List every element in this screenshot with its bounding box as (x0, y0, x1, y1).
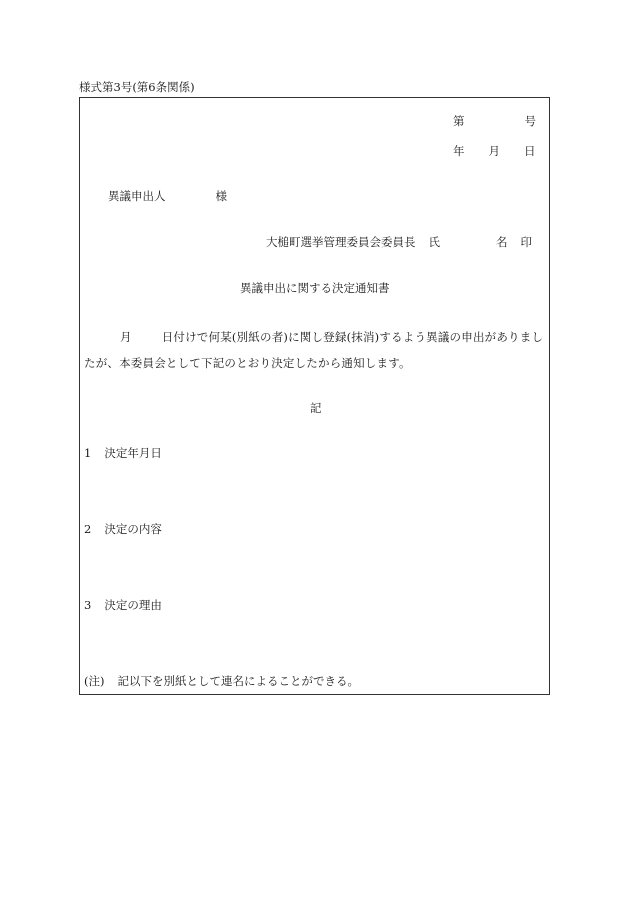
document-title: 異議申出に関する決定通知書 (240, 281, 390, 295)
ki-heading: 記 (310, 401, 322, 415)
number-prefix: 第 (453, 114, 465, 128)
note-text: 記以下を別紙として連名によることができる。 (117, 674, 359, 688)
number-line (453, 116, 536, 128)
body-line-1: 日付けで何某(別紙の者)に関し登録(抹消)するよう異議の申出がありまし (161, 330, 544, 344)
item-decision-reason (84, 600, 162, 612)
item-label: 決定年月日 (104, 446, 162, 460)
note-tag: (注) (84, 674, 105, 688)
body-paragraph (84, 324, 546, 376)
item-label: 決定の理由 (104, 598, 162, 612)
date-year: 年 (453, 144, 465, 158)
item-number: 1 (84, 446, 92, 460)
sender-name-mei: 名 (496, 235, 508, 249)
sender-line (266, 237, 532, 249)
body-line-2: たが、本委員会として下記のとおり決定したから通知します。 (84, 356, 411, 370)
body-month: 月 (120, 330, 132, 344)
date-day: 日 (524, 144, 536, 158)
sender-org: 大槌町選挙管理委員会委員長 (266, 235, 416, 249)
item-decision-content (84, 524, 162, 536)
date-line (453, 146, 536, 158)
sender-name-shi: 氏 (428, 235, 440, 249)
item-label: 決定の内容 (104, 522, 162, 536)
date-month: 月 (488, 144, 500, 158)
number-suffix: 号 (524, 114, 536, 128)
item-number: 2 (84, 522, 92, 536)
note-line (84, 676, 359, 688)
form-label: 様式第3号(第6条関係) (79, 80, 195, 94)
addressee-line (108, 191, 227, 203)
addressee-title: 異議申出人 (108, 189, 166, 203)
item-decision-date (84, 448, 162, 460)
addressee-honorific: 様 (215, 189, 227, 203)
sender-seal: 印 (520, 235, 532, 249)
item-number: 3 (84, 598, 92, 612)
